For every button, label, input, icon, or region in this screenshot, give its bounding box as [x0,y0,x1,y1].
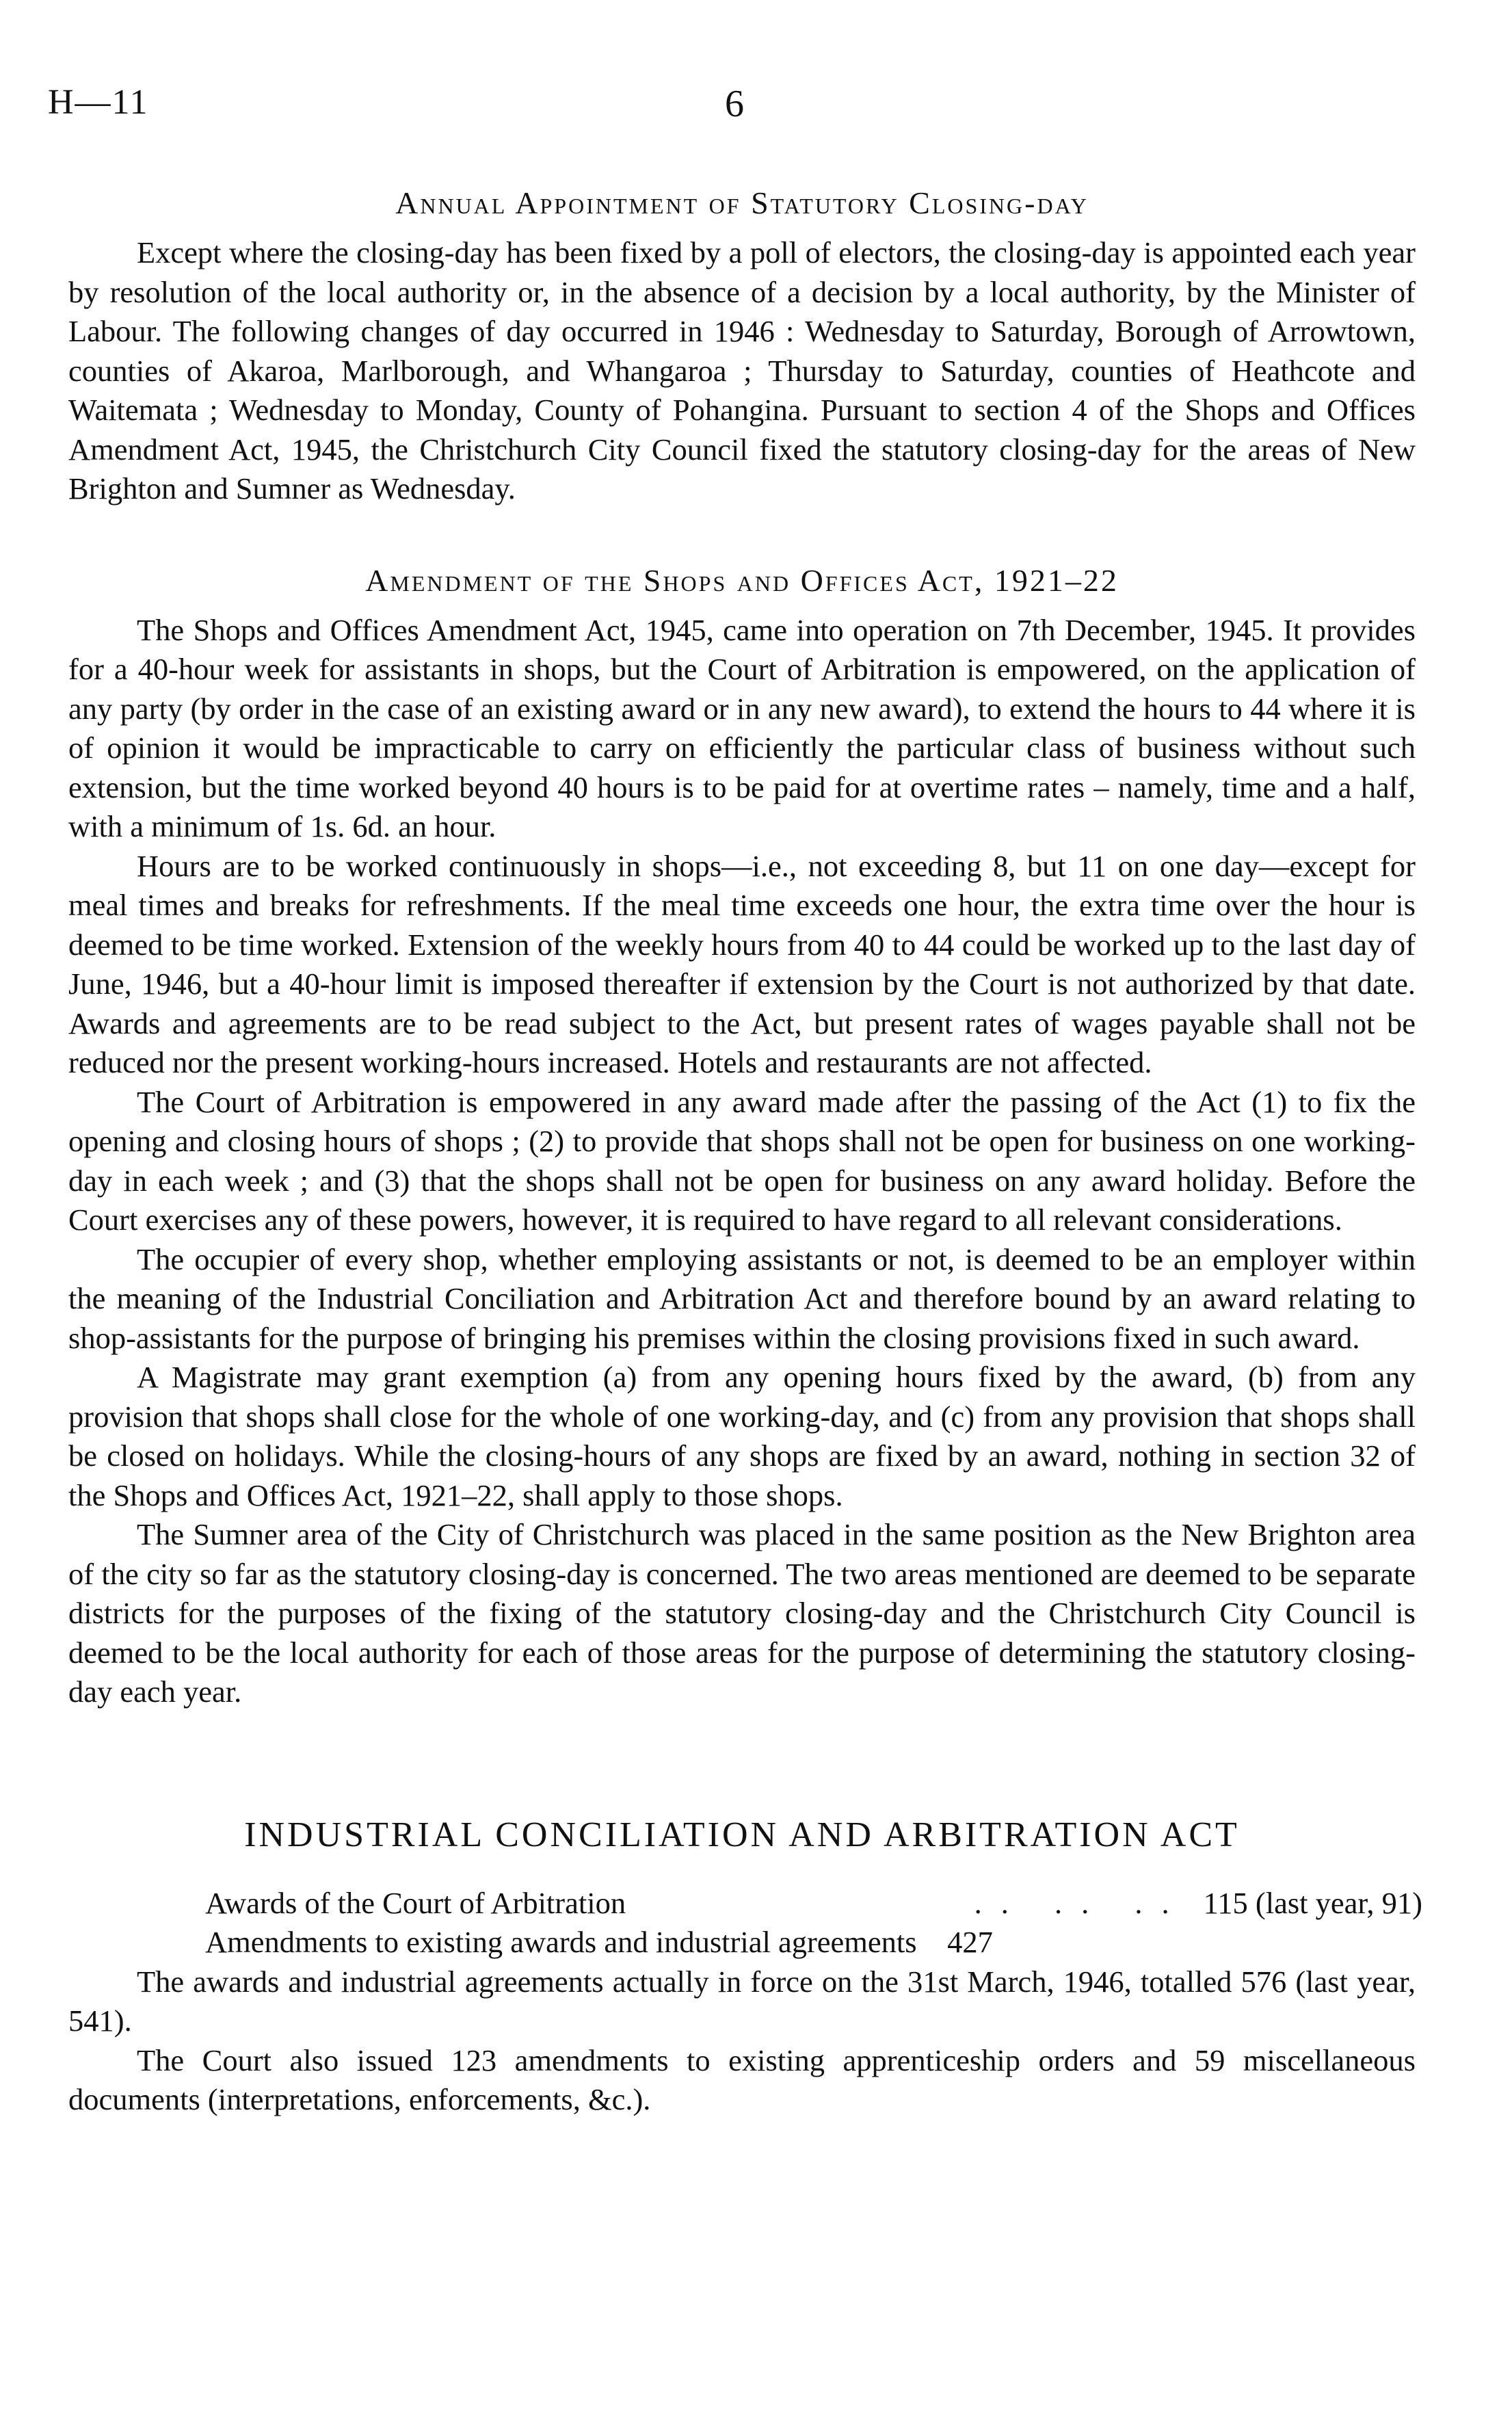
paragraph: The Court of Arbitration is empowered in any award made after the passing of the Act (1) to fix the opening and closing hours of shops ; (2) to provide that shops shall not be open for business on one working-day in each week ; and (3) that the shops shall not be open for business on any award holiday. Before the Court exercises any of these powers, however, it is required to have regard to all relevant considerations. [68,1084,1416,1237]
row-value: 115 (last year, 91) [1203,1885,1422,1920]
paragraph: Except where the closing-day has been fixed by a poll of electors, the closing-day is appointed each year by resolution of the local authority or, in the absence of a decision by a local authority, by the Minister of Labour. The following changes of day occurred in 1946 : Wednesday to Saturday, Borough of Arrowtown, counties of Akaroa, Marlborough, and Whangaroa ; Thursday to Saturday, counties of Heathcote and Waitemata ; Wednesday to Monday, County of Pohangina. Pursuant to section 4 of the Shops and Offices Amendment Act, 1945, the Christchurch City Council fixed the statutory closing-day for the areas of New Brighton and Sumner as Wednesday. [68,235,1416,505]
section-shops-offices-amendment [68,562,1416,1712]
page-number: 6 [725,83,744,125]
paragraph: The Shops and Offices Amendment Act, 1945, came into operation on 7th December, 1945. It provides for a 40-hour week for assistants in shops, but the Court of Arbitration is empowered, on the application of any party (by order in the case of an existing award or in any new award), to extend the hours to 44 where it is of opinion it would be impracticable to carry on efficiently the particular class of business without such extension, but the time worked beyond 40 hours is to be paid for at overtime rates – namely, time and a half, with a minimum of 1s. 6d. an hour. [68,612,1416,843]
row-value: 427 [947,1925,993,1959]
paragraph: The occupier of every shop, whether employing assistants or not, is deemed to be an employer within the meaning of the Industrial Conciliation and Arbitration Act and therefore bound by an award relating to shop-assistants for the purpose of bringing his premises within the closing provisions fixed in such award. [68,1241,1416,1355]
section-heading: INDUSTRIAL CONCILIATION AND ARBITRATION ACT [244,1815,1240,1854]
section-closing-day [68,185,1416,509]
paragraph: The awards and industrial agreements actually in force on the 31st March, 1946, totalled 576 (last year, 541). [68,1964,1416,2038]
row-label: Amendments to existing awards and industrial agreements [205,1925,917,1959]
dot-leader: .. .. .. [974,1885,1189,1920]
paragraph: The Court also issued 123 amendments to existing apprenticeship orders and 59 miscellaneous documents (interpretations, enforcements, &c.). [68,2042,1416,2116]
section-heading: Amendment of the Shops and Offices Act, 1921–22 [365,562,1119,598]
amendments-row [205,1923,1416,1962]
body-column [68,185,1422,2120]
report-code: H—11 [48,83,149,122]
row-label: Awards of the Court of Arbitration [205,1885,626,1920]
paragraph: Hours are to be worked continuously in shops—i.e., not exceeding 8, but 11 on one day—except for meal times and breaks for refreshments. If the meal time exceeds one hour, the extra time over the hour is deemed to be time worked. Extension of the weekly hours from 40 to 44 could be worked up to the last day of June, 1946, but a 40-hour limit is imposed thereafter if extension by the Court is not authorized by that date. Awards and agreements are to be read subject to the Act, but present rates of wages payable shall not be reduced nor the present working-hours increased. Hotels and restaurants are not affected. [68,848,1416,1079]
awards-row [205,1884,1422,1923]
paragraph: The Sumner area of the City of Christchurch was placed in the same position as the New Brighton area of the city so far as the statutory closing-day is concerned. The two areas mentioned are deemed to be separate districts for the purposes of the fixing of the statutory closing-day and the Christchurch City Council is deemed to be the local authority for each of those areas for the purpose of determining the statutory closing-day each year. [68,1517,1416,1709]
section-industrial-conciliation [68,1815,1422,2120]
paragraph: A Magistrate may grant exemption (a) from any opening hours fixed by the award, (b) from any provision that shops shall close for the whole of one working-day, and (c) from any provision that shops shall be closed on holidays. While the closing-hours of any shops are fixed by an award, nothing in section 32 of the Shops and Offices Act, 1921–22, shall apply to those shops. [68,1360,1416,1512]
section-heading: Annual Appointment of Statutory Closing-day [395,185,1089,220]
